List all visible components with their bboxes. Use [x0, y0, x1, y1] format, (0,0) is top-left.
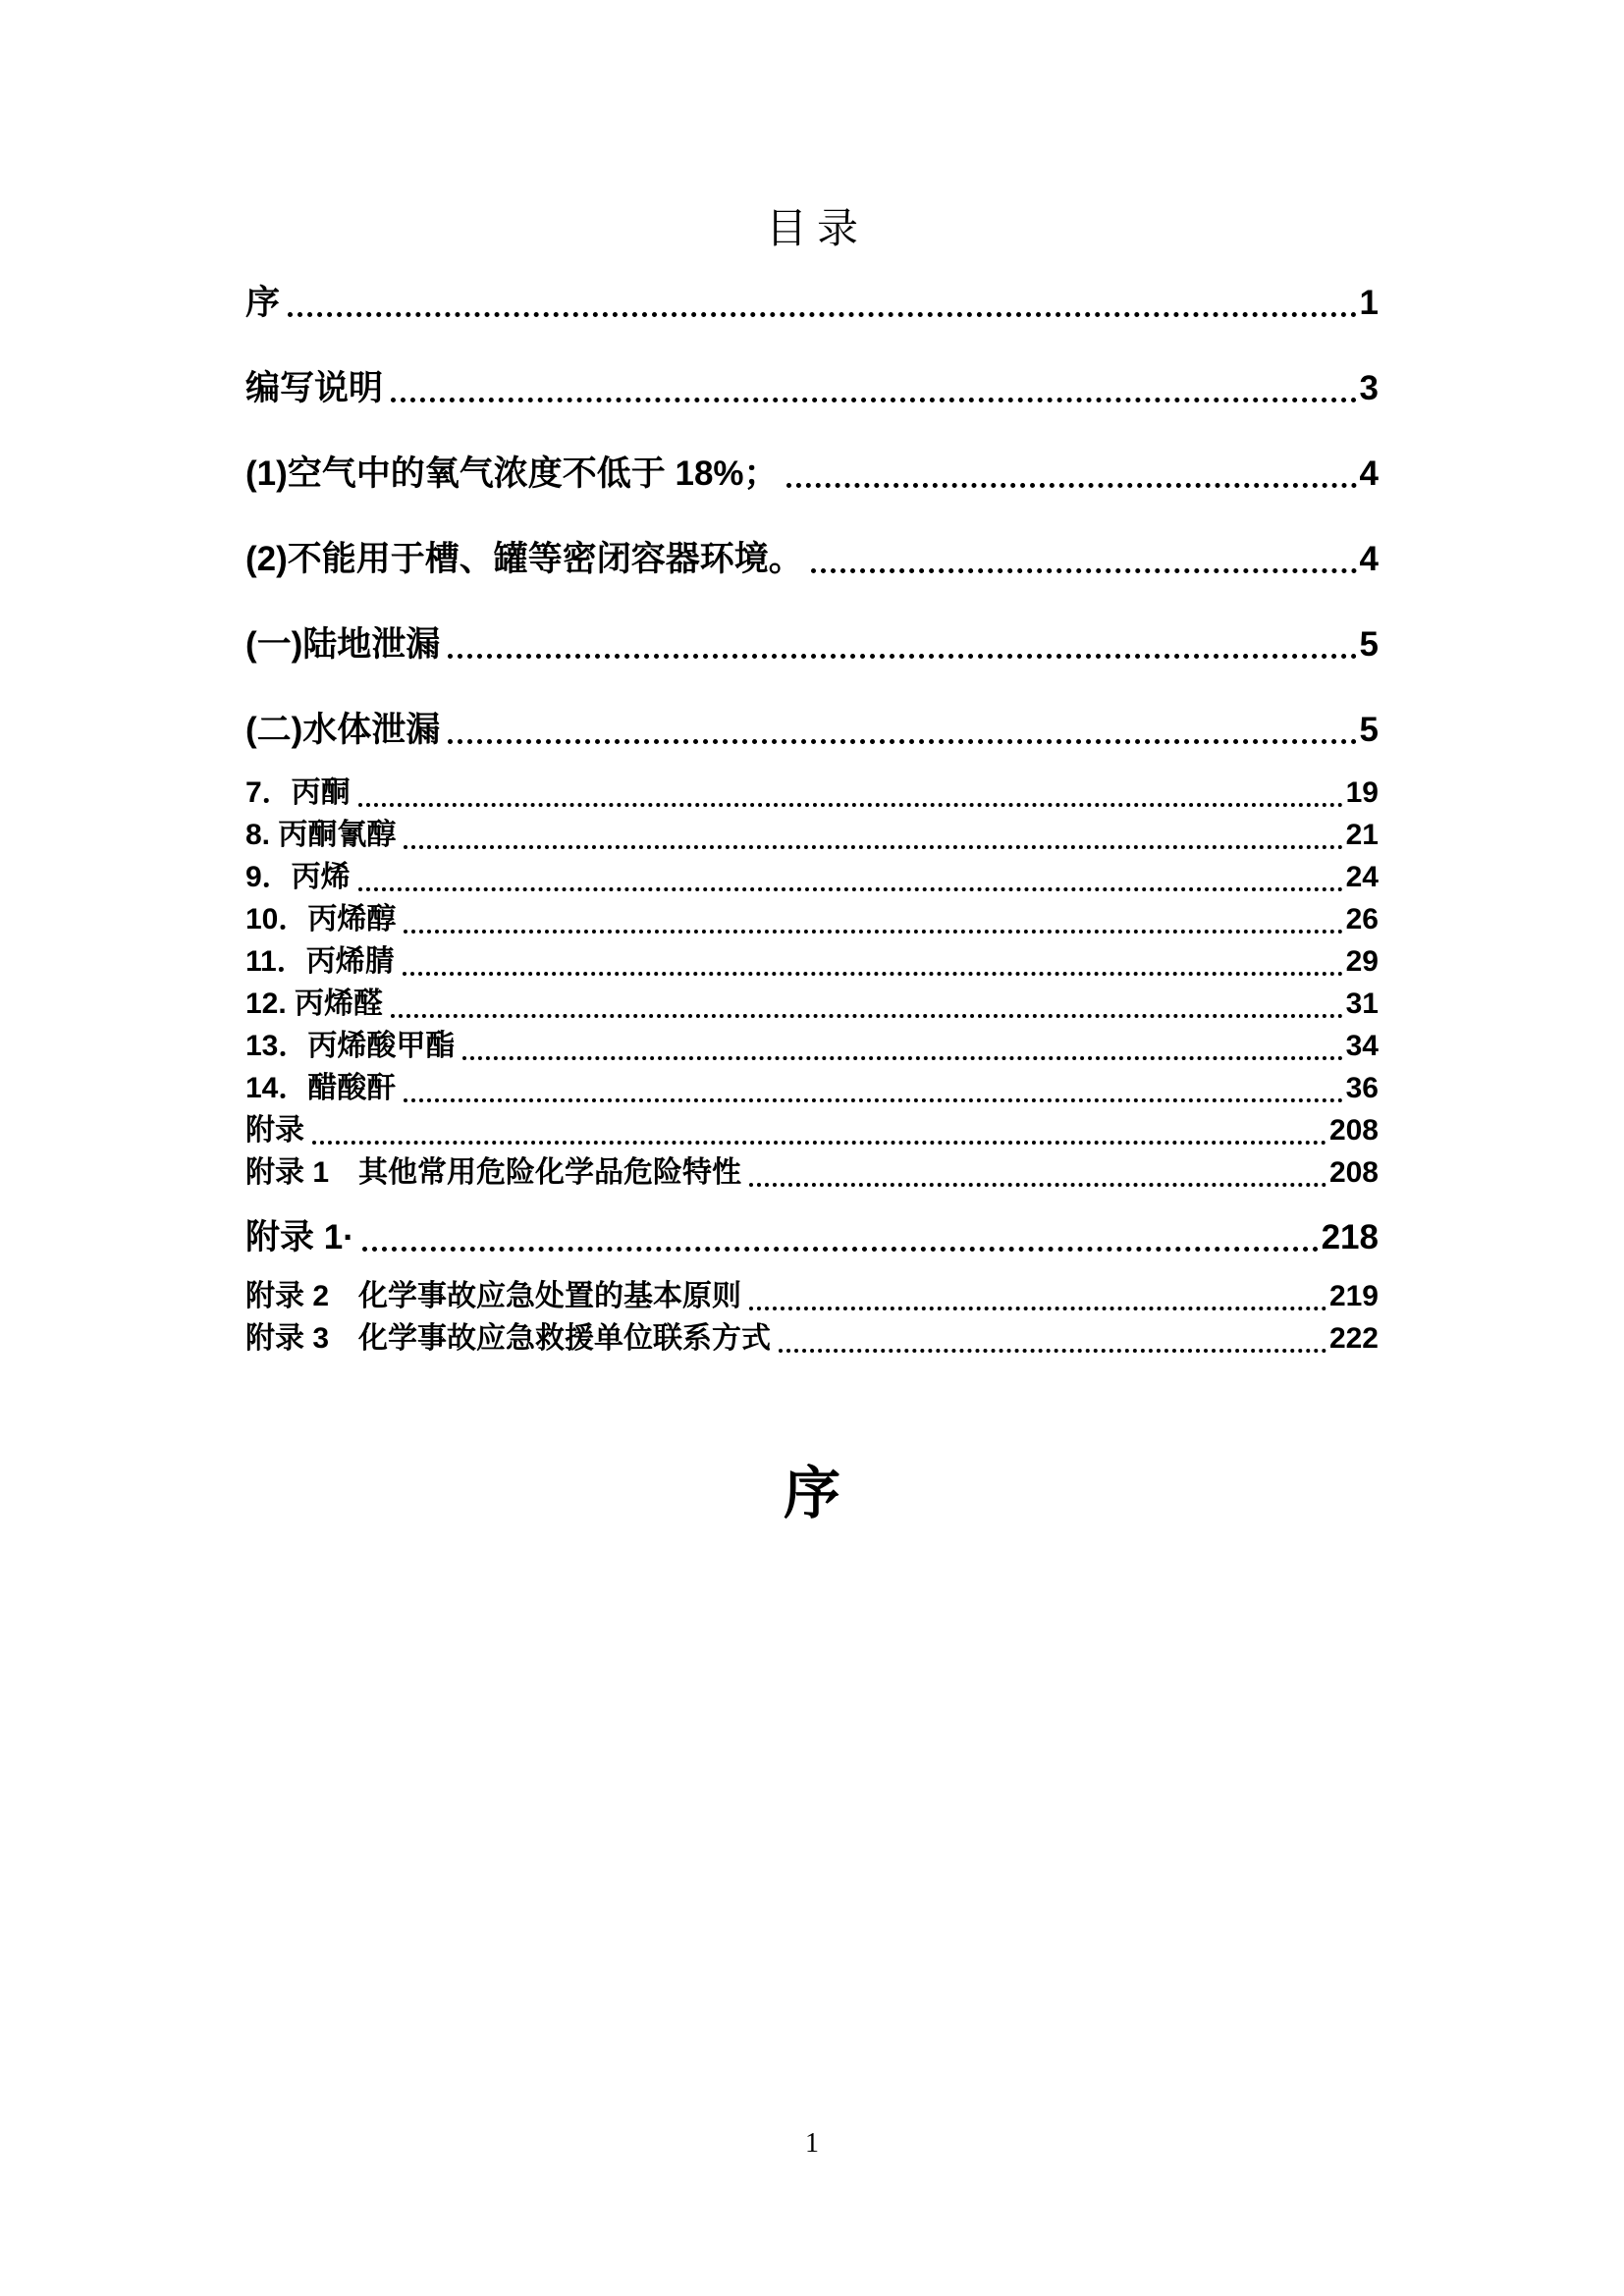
- toc-entry-label: 8. 丙酮氰醇: [245, 819, 397, 851]
- toc-page-number: 222: [1328, 1322, 1379, 1355]
- toc-page-number: 29: [1345, 945, 1379, 978]
- preface-title: 序: [783, 1462, 840, 1525]
- toc-dot-leader: [403, 972, 1343, 976]
- toc-entry-label: 附录 2 化学事故应急处置的基本原则: [245, 1280, 742, 1312]
- toc-entry-label: (一)陆地泄漏: [245, 625, 441, 664]
- toc-entry-label: 14．醋酸酐: [245, 1072, 397, 1104]
- toc-entry[interactable]: [245, 856, 1379, 898]
- toc-entry[interactable]: [245, 1317, 1379, 1360]
- toc-dot-leader: [404, 930, 1342, 934]
- toc-entry[interactable]: [245, 814, 1379, 856]
- toc-dot-leader: [404, 845, 1342, 849]
- toc-entry-label: 12. 丙烯醛: [245, 988, 384, 1020]
- toc-dot-leader: [358, 887, 1343, 891]
- toc-page-number: 36: [1345, 1072, 1379, 1104]
- toc-entry-label: 附录: [245, 1114, 304, 1147]
- toc-entry[interactable]: [245, 772, 1379, 814]
- toc-dot-leader: [811, 568, 1357, 573]
- toc-page-number: 208: [1328, 1114, 1379, 1147]
- toc-page-number: 208: [1328, 1156, 1379, 1189]
- toc-entry[interactable]: [245, 367, 1379, 410]
- toc-entry[interactable]: [245, 1151, 1379, 1194]
- toc-entry-label: 编写说明: [245, 369, 384, 407]
- toc-entry-label: 7．丙酮: [245, 776, 351, 809]
- toc-dot-leader: [362, 1247, 1319, 1252]
- toc-dot-leader: [749, 1307, 1326, 1310]
- toc-dot-leader: [288, 312, 1357, 317]
- toc-page-number: 26: [1345, 903, 1379, 935]
- toc-entry-label: 序: [245, 284, 281, 322]
- toc-entry[interactable]: [245, 453, 1379, 496]
- toc-page-number: 1: [1359, 284, 1379, 322]
- toc-entry[interactable]: [245, 940, 1379, 983]
- toc-dot-leader: [358, 803, 1343, 807]
- toc-entry-label: 9．丙烯: [245, 861, 351, 893]
- toc-page-number: 21: [1345, 819, 1379, 851]
- toc-entry-label: 附录 3 化学事故应急救援单位联系方式: [245, 1322, 772, 1355]
- toc-page-number: 31: [1345, 988, 1379, 1020]
- table-of-contents: [245, 282, 1379, 1360]
- toc-dot-leader: [462, 1056, 1342, 1060]
- toc-page-number: 4: [1359, 540, 1379, 578]
- toc-entry-label: 附录 1·: [245, 1218, 354, 1256]
- toc-entry-label: 11．丙烯腈: [245, 945, 395, 978]
- toc-page-number: 4: [1359, 454, 1379, 493]
- toc-page-number: 219: [1328, 1280, 1379, 1312]
- toc-dot-leader: [312, 1141, 1326, 1145]
- toc-dot-leader: [786, 483, 1357, 488]
- toc-page-number: 5: [1359, 711, 1379, 749]
- toc-page-number: 5: [1359, 625, 1379, 664]
- toc-entry[interactable]: [245, 282, 1379, 325]
- toc-page-number: 34: [1345, 1030, 1379, 1062]
- toc-entry[interactable]: [245, 538, 1379, 581]
- toc-entry-label: 10．丙烯醇: [245, 903, 397, 935]
- toc-entry-label: 附录 1 其他常用危险化学品危险特性: [245, 1156, 742, 1189]
- toc-entry[interactable]: [245, 1025, 1379, 1067]
- toc-entry[interactable]: [245, 1109, 1379, 1151]
- toc-dot-leader: [448, 654, 1356, 659]
- toc-entry-label: 13．丙烯酸甲酯: [245, 1030, 456, 1062]
- page-number-footer: 1: [805, 2128, 819, 2159]
- toc-entry[interactable]: [245, 898, 1379, 940]
- toc-page-number: 19: [1345, 776, 1379, 809]
- toc-page-number: 3: [1359, 369, 1379, 407]
- toc-page-number: 218: [1321, 1218, 1379, 1256]
- toc-dot-leader: [391, 398, 1357, 402]
- toc-dot-leader: [391, 1014, 1343, 1018]
- toc-title: 目录: [765, 207, 868, 252]
- toc-dot-leader: [404, 1098, 1342, 1102]
- toc-entry[interactable]: [245, 983, 1379, 1025]
- toc-entry[interactable]: [245, 1275, 1379, 1317]
- toc-entry[interactable]: [245, 623, 1379, 667]
- toc-dot-leader: [448, 739, 1356, 744]
- toc-entry[interactable]: [245, 709, 1379, 752]
- toc-entry[interactable]: [245, 1067, 1379, 1109]
- toc-page-number: 24: [1345, 861, 1379, 893]
- toc-entry-label: (1)空气中的氧气浓度不低于 18%；: [245, 454, 779, 493]
- toc-entry[interactable]: [245, 1216, 1379, 1259]
- toc-dot-leader: [779, 1349, 1326, 1353]
- toc-entry-label: (2)不能用于槽、罐等密闭容器环境。: [245, 540, 803, 578]
- toc-entry-label: (二)水体泄漏: [245, 711, 441, 749]
- toc-dot-leader: [749, 1183, 1326, 1187]
